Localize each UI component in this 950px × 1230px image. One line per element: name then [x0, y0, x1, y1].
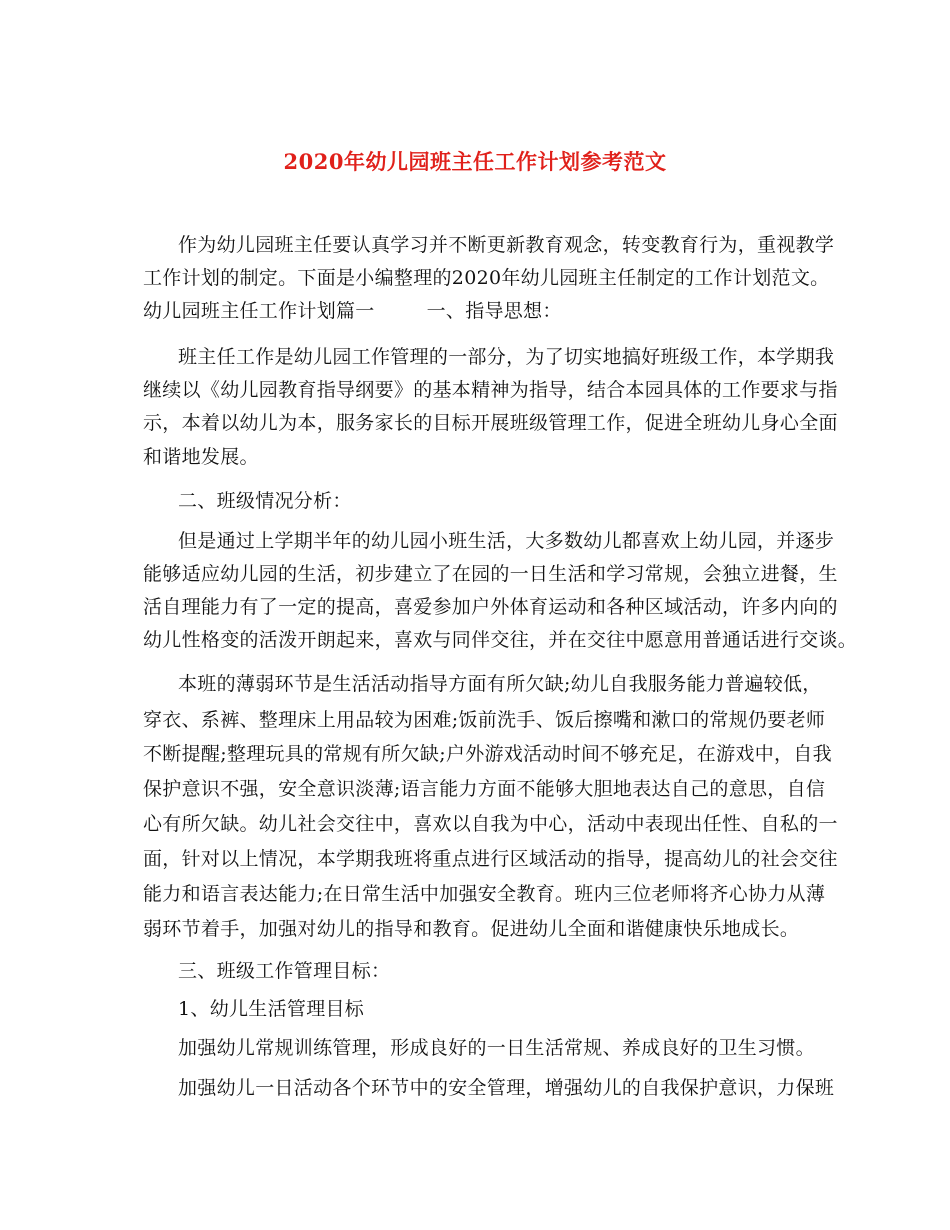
paragraph-line: 活自理能力有了一定的提高，喜爱参加户外体育运动和各种区域活动，许多内向的 [143, 596, 838, 618]
paragraph-line: 本班的薄弱环节是生活活动指导方面有所欠缺;幼儿自我服务能力普遍较低， [178, 673, 822, 695]
paragraph-line: 加强幼儿常规训练管理，形成良好的一日生活常规、养成良好的卫生习惯。 [178, 1037, 815, 1059]
paragraph-line [143, 298, 562, 324]
paragraph-line: 穿衣、系裤、整理床上用品较为困难;饭前洗手、饭后擦嘴和漱口的常规仍要老师 [143, 709, 826, 731]
paragraph-line: 和谐地发展。 [143, 446, 259, 468]
section-heading: 幼儿园班主任工作计划篇一 [143, 300, 375, 322]
paragraph-line: 加强幼儿一日活动各个环节中的安全管理，增强幼儿的自我保护意识，力保班 [178, 1077, 835, 1099]
paragraph-line: 能够适应幼儿园的生活，初步建立了在园的一日生活和学习常规，会独立进餐，生 [143, 563, 838, 585]
paragraph-line: 保护意识不强，安全意识淡薄;语言能力方面不能够大胆地表达自己的意思，自信 [143, 778, 826, 800]
section-heading: 三、班级工作管理目标： [178, 960, 391, 982]
paragraph-line: 面，针对以上情况，本学期我班将重点进行区域活动的指导，提高幼儿的社会交往 [143, 848, 838, 870]
paragraph-line: 不断提醒;整理玩具的常规有所欠缺;户外游戏活动时间不够充足，在游戏中，自我 [143, 743, 832, 765]
document-title: 2020年幼儿园班主任工作计划参考范文 [283, 149, 667, 174]
paragraph-line: 继续以《幼儿园教育指导纲要》的基本精神为指导，结合本园具体的工作要求与指 [143, 379, 838, 401]
paragraph-line: 示，本着以幼儿为本，服务家长的目标开展班级管理工作，促进全班幼儿身心全面 [143, 412, 838, 434]
section-heading: 一、指导思想： [426, 300, 562, 322]
paragraph-line: 工作计划的制定。下面是小编整理的2020年幼儿园班主任制定的工作计划范文。 [143, 267, 830, 289]
section-heading: 二、班级情况分析： [178, 490, 352, 512]
paragraph-line: 弱环节着手，加强对幼儿的指导和教育。促进幼儿全面和谐健康快乐地成长。 [143, 918, 800, 940]
paragraph-line: 班主任工作是幼儿园工作管理的一部分，为了切实地搞好班级工作，本学期我 [178, 346, 835, 368]
paragraph-line: 幼儿性格变的活泼开朗起来，喜欢与同伴交往，并在交往中愿意用普通话进行交谈。 [143, 629, 858, 651]
paragraph-line: 作为幼儿园班主任要认真学习并不断更新教育观念，转变教育行为，重视教学 [178, 234, 835, 256]
paragraph-line: 能力和语言表达能力;在日常生活中加强安全教育。班内三位老师将齐心协力从薄 [143, 883, 826, 905]
paragraph-line: 但是通过上学期半年的幼儿园小班生活，大多数幼儿都喜欢上幼儿园，并逐步 [178, 530, 835, 552]
subsection-heading: 1、幼儿生活管理目标 [178, 998, 365, 1020]
paragraph-line: 心有所欠缺。幼儿社会交往中，喜欢以自我为中心，活动中表现出任性、自私的一 [143, 813, 838, 835]
